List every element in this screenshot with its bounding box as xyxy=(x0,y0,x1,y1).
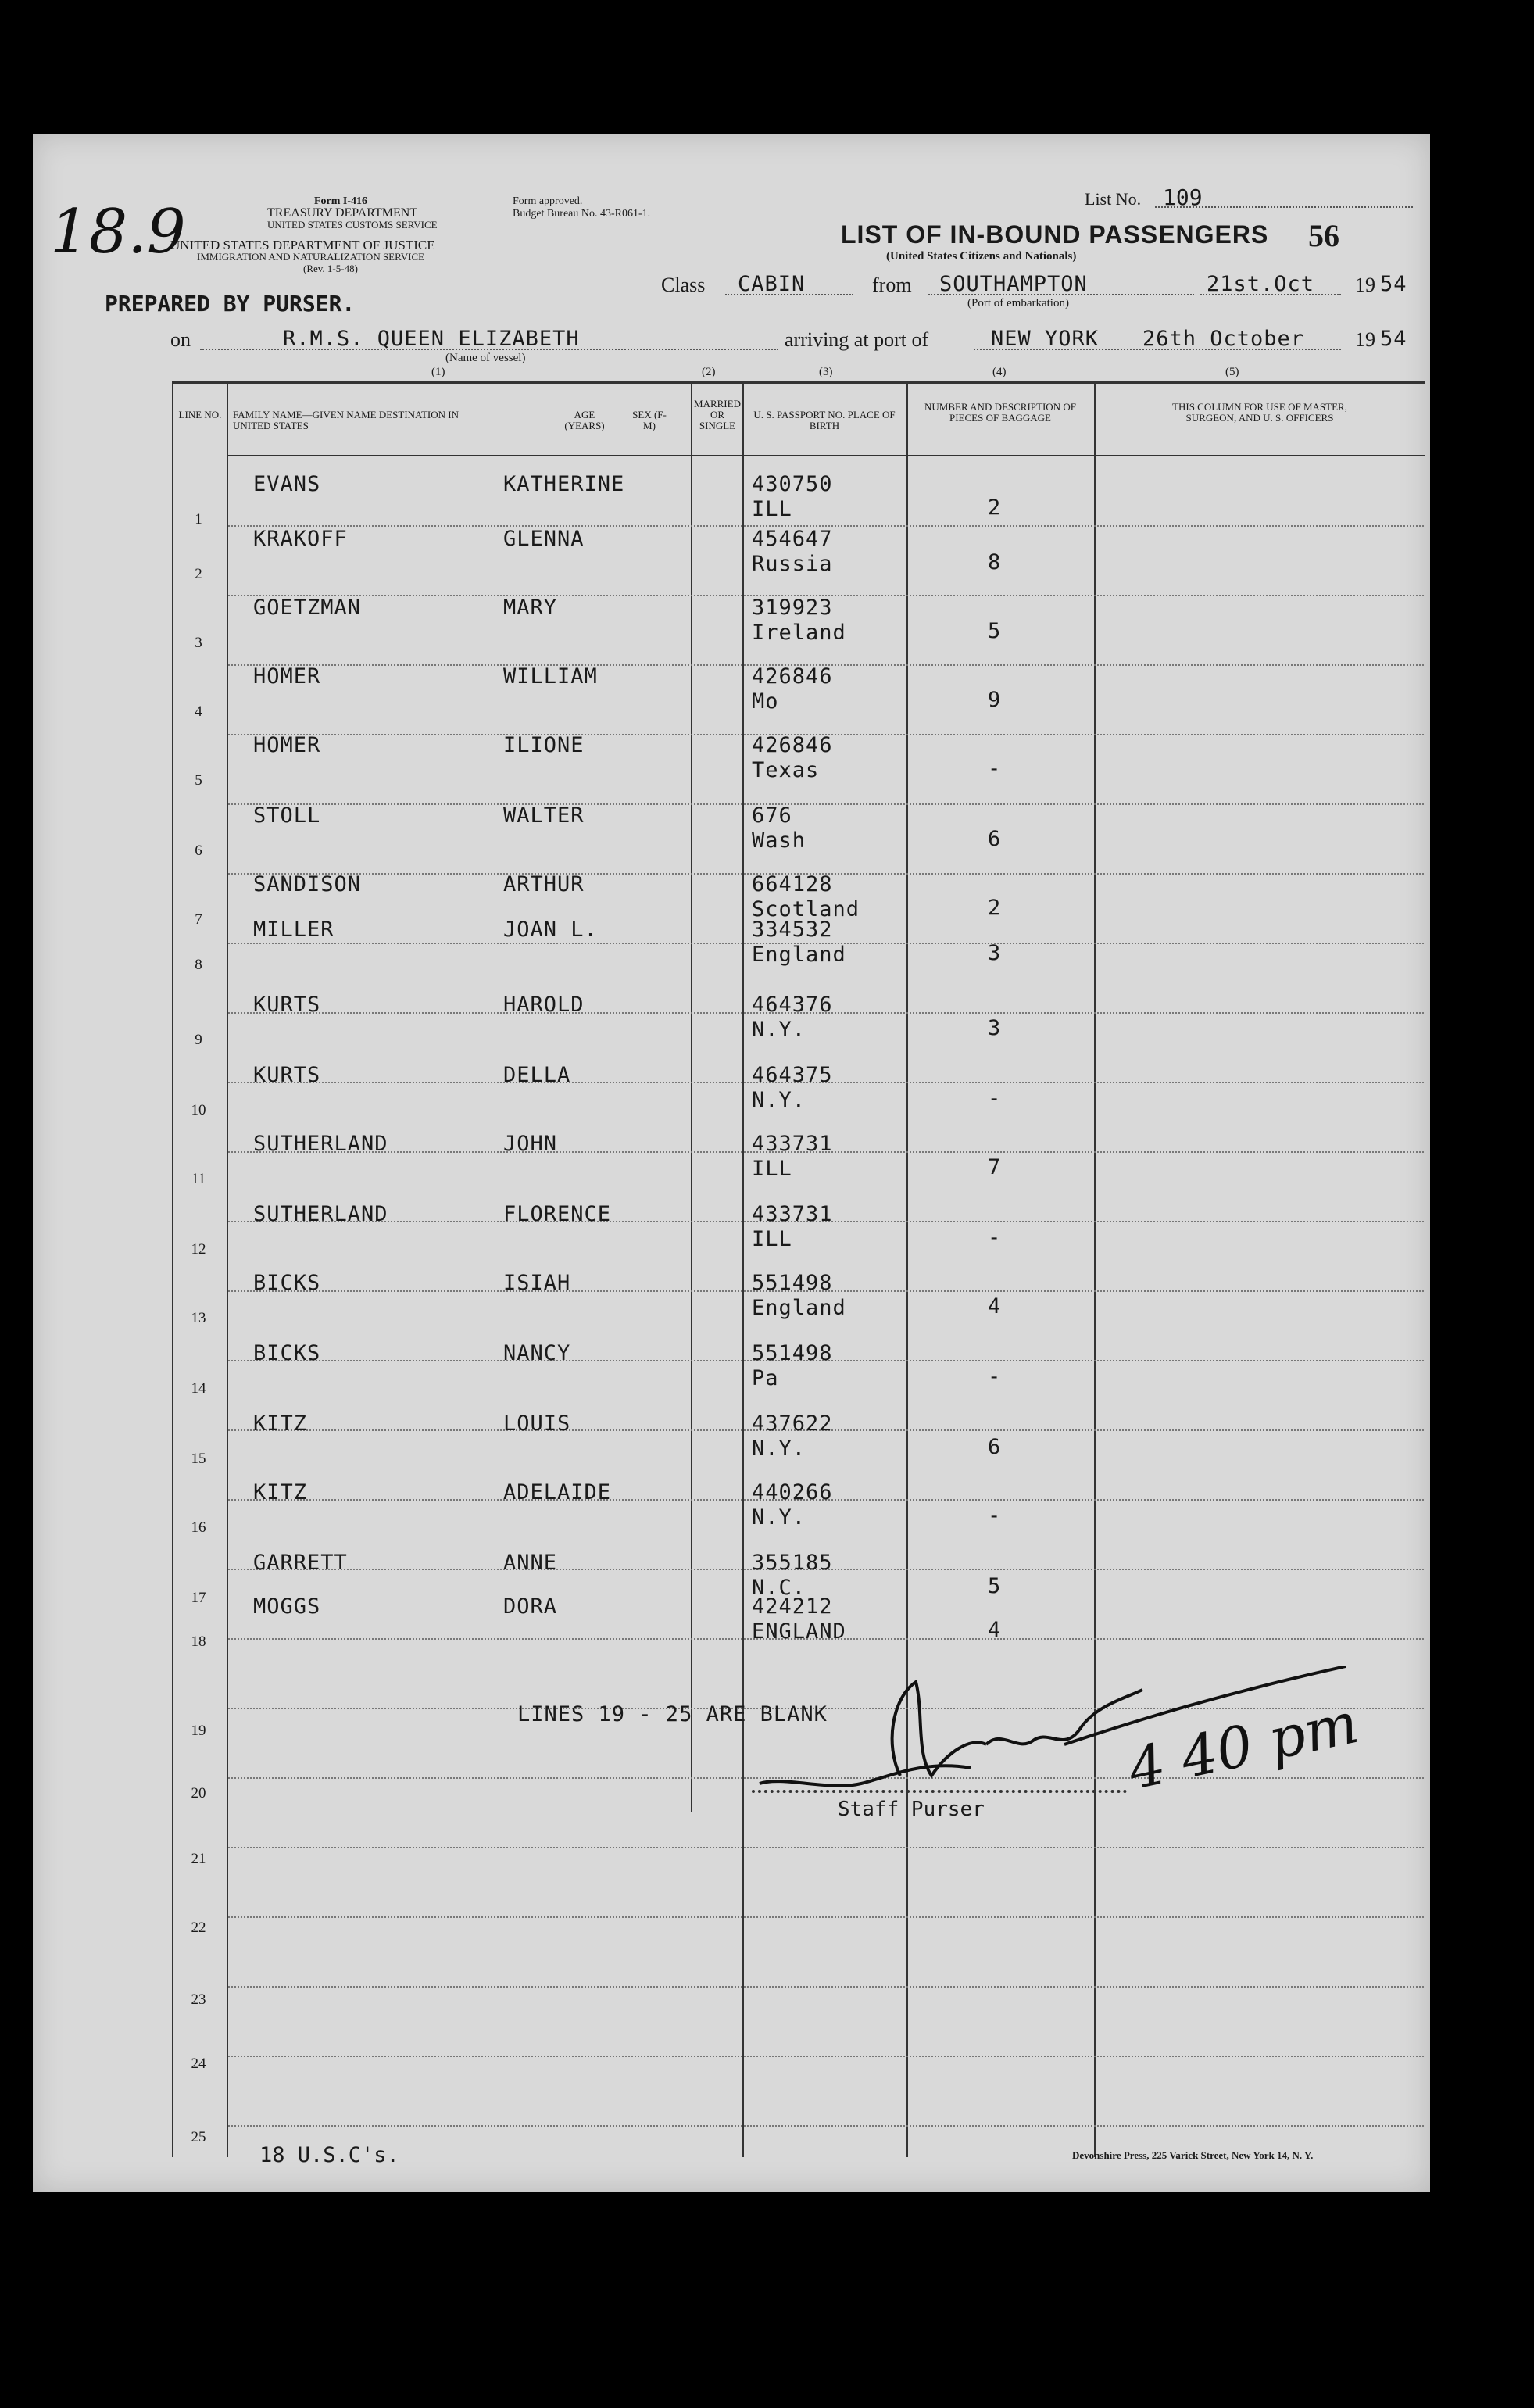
line-number: 14 xyxy=(191,1380,206,1397)
given-name: KATHERINE xyxy=(503,472,625,496)
arrival-date: 26th October xyxy=(1142,327,1305,351)
place-of-birth: ENGLAND xyxy=(752,1619,846,1644)
row-separator xyxy=(228,803,1424,805)
departure-date: 21st.Oct xyxy=(1207,272,1315,296)
family-name: SUTHERLAND xyxy=(253,1132,388,1156)
given-name: MARY xyxy=(503,596,558,620)
footer-count: 18 U.S.C's. xyxy=(259,2143,399,2167)
place-of-birth: England xyxy=(752,1296,846,1320)
line-number: 10 xyxy=(191,1102,206,1118)
line-number: 13 xyxy=(191,1310,206,1326)
form-ins: IMMIGRATION AND NATURALIZATION SERVICE xyxy=(197,251,425,263)
given-name: DORA xyxy=(503,1594,558,1619)
place-of-birth: Mo xyxy=(752,689,779,714)
form-title: LIST OF IN-BOUND PASSENGERS xyxy=(841,220,1269,249)
given-name: JOHN xyxy=(503,1132,558,1156)
line-number: 18 xyxy=(191,1633,206,1650)
line-number: 8 xyxy=(195,957,202,973)
row-separator xyxy=(228,1986,1424,1988)
table-header-border xyxy=(227,455,1425,456)
passport-number: 433731 xyxy=(752,1132,833,1156)
form-subtitle: (United States Citizens and Nationals) xyxy=(886,250,1077,263)
family-name: SANDISON xyxy=(253,872,362,896)
form-dept-treasury: TREASURY DEPARTMENT xyxy=(267,206,418,220)
col-divider-baggage xyxy=(906,381,908,2157)
family-name: GOETZMAN xyxy=(253,596,362,620)
family-name: EVANS xyxy=(253,472,321,496)
col-num-5: (5) xyxy=(1225,366,1239,378)
family-name: STOLL xyxy=(253,803,321,828)
place-of-birth: N.Y. xyxy=(752,1505,806,1530)
arrival-year-prefix: 19 xyxy=(1355,328,1375,351)
passport-number: 551498 xyxy=(752,1271,833,1295)
line-number-20: 20 xyxy=(191,1785,206,1802)
given-name: WILLIAM xyxy=(503,664,598,689)
given-name: LOUIS xyxy=(503,1412,571,1436)
line-number: 7 xyxy=(195,911,202,928)
passport-number: 430750 xyxy=(752,472,833,496)
given-name: ADELAIDE xyxy=(503,1480,612,1505)
baggage-count: 6 xyxy=(988,1435,1002,1459)
place-of-birth: Pa xyxy=(752,1366,779,1390)
col-divider-line xyxy=(172,381,173,2157)
baggage-count: 6 xyxy=(988,827,1002,851)
line-number: 6 xyxy=(195,843,202,859)
from-caption: (Port of embarkation) xyxy=(967,297,1069,309)
place-of-birth: Ireland xyxy=(752,621,846,645)
col-num-4: (4) xyxy=(992,366,1007,378)
staff-purser-title: Staff Purser xyxy=(838,1798,985,1821)
table-top-border xyxy=(172,381,1425,384)
blank-lines-note: LINES 19 - 25 ARE BLANK xyxy=(517,1702,828,1726)
row-separator xyxy=(228,2056,1424,2057)
vessel-name: R.M.S. QUEEN ELIZABETH xyxy=(283,327,580,351)
baggage-count: 3 xyxy=(988,941,1002,965)
family-name: KITZ xyxy=(253,1412,308,1436)
given-name: GLENNA xyxy=(503,527,585,551)
class-label: Class xyxy=(661,274,706,296)
passport-number: 433731 xyxy=(752,1202,833,1226)
arrival-year-suffix: 54 xyxy=(1380,327,1407,351)
header-officers: THIS COLUMN FOR USE OF MASTER, SURGEON, AND U. S. OFFICERS xyxy=(1172,401,1347,424)
form-budget: Budget Bureau No. 43-R061-1. xyxy=(513,208,651,220)
family-name: KURTS xyxy=(253,993,321,1017)
family-name: MILLER xyxy=(253,918,334,942)
col-divider-passport xyxy=(742,381,744,2157)
baggage-count: 2 xyxy=(988,496,1002,520)
header-passport: U. S. PASSPORT NO. PLACE OF BIRTH xyxy=(753,409,896,431)
family-name: SUTHERLAND xyxy=(253,1202,388,1226)
family-name: GARRETT xyxy=(253,1551,348,1575)
baggage-count: 9 xyxy=(988,688,1002,712)
line-number: 2 xyxy=(195,566,202,582)
passport-number: 676 xyxy=(752,803,792,828)
form-dept-justice: UNITED STATES DEPARTMENT OF JUSTICE xyxy=(170,238,435,252)
line-number: 1 xyxy=(195,511,202,528)
row-separator xyxy=(228,1916,1424,1918)
baggage-count: - xyxy=(988,1225,1002,1250)
class-value: CABIN xyxy=(738,272,806,296)
row-separator xyxy=(228,1847,1424,1848)
departure-year-suffix: 54 xyxy=(1380,272,1407,296)
col-divider-officers xyxy=(1094,381,1096,2157)
family-name: HOMER xyxy=(253,733,321,757)
line-number-21: 21 xyxy=(191,1851,206,1867)
header-line-no: LINE NO. xyxy=(178,409,222,420)
passport-number: 464376 xyxy=(752,993,833,1017)
place-of-birth: N.Y. xyxy=(752,1437,806,1461)
place-of-birth: N.Y. xyxy=(752,1088,806,1112)
place-of-birth: England xyxy=(752,943,846,967)
place-of-birth: ILL xyxy=(752,1157,792,1181)
baggage-count: 7 xyxy=(988,1155,1002,1179)
given-name: ISIAH xyxy=(503,1271,571,1295)
arrival-port: NEW YORK xyxy=(991,327,1100,351)
passport-number: 437622 xyxy=(752,1412,833,1436)
family-name: KITZ xyxy=(253,1480,308,1505)
row-separator xyxy=(228,2125,1424,2127)
manifest-sheet xyxy=(33,134,1430,2192)
baggage-count: 5 xyxy=(988,1574,1002,1598)
family-name: BICKS xyxy=(253,1341,321,1365)
given-name: FLORENCE xyxy=(503,1202,612,1226)
family-name: HOMER xyxy=(253,664,321,689)
family-name: KURTS xyxy=(253,1063,321,1087)
header-name: FAMILY NAME—GIVEN NAME DESTINATION IN UNITED STATES xyxy=(233,409,459,431)
from-label: from xyxy=(872,274,912,296)
baggage-count: 4 xyxy=(988,1618,1002,1642)
baggage-count: 2 xyxy=(988,896,1002,920)
list-no-label: List No. xyxy=(1085,189,1142,209)
departure-year-prefix: 19 xyxy=(1355,274,1375,296)
page-number: 56 xyxy=(1308,218,1339,253)
line-number-23: 23 xyxy=(191,1991,206,2008)
line-number: 17 xyxy=(191,1590,206,1606)
given-name: ARTHUR xyxy=(503,872,585,896)
prepared-by: PREPARED BY PURSER. xyxy=(105,291,356,317)
form-rev: (Rev. 1-5-48) xyxy=(303,263,358,274)
col-num-3: (3) xyxy=(819,366,833,378)
passport-number: 440266 xyxy=(752,1480,833,1505)
line-number-19: 19 xyxy=(191,1723,206,1739)
line-number: 12 xyxy=(191,1241,206,1258)
passport-number: 334532 xyxy=(752,918,833,942)
passport-number: 426846 xyxy=(752,733,833,757)
passport-number: 355185 xyxy=(752,1551,833,1575)
line-number: 11 xyxy=(191,1171,206,1187)
passport-number: 424212 xyxy=(752,1594,833,1619)
line-number: 15 xyxy=(191,1451,206,1467)
given-name: NANCY xyxy=(503,1341,571,1365)
place-of-birth: Texas xyxy=(752,758,820,782)
header-baggage: NUMBER AND DESCRIPTION OF PIECES OF BAGGAGE xyxy=(924,401,1076,424)
place-of-birth: Wash xyxy=(752,828,806,853)
place-of-birth: N.Y. xyxy=(752,1018,806,1042)
line-number: 5 xyxy=(195,772,202,789)
baggage-count: - xyxy=(988,1365,1002,1389)
arriving-label: arriving at port of xyxy=(785,328,929,351)
line-number: 3 xyxy=(195,635,202,651)
passport-number: 664128 xyxy=(752,872,833,896)
line-number-25: 25 xyxy=(191,2129,206,2145)
given-name: WALTER xyxy=(503,803,585,828)
line-number: 9 xyxy=(195,1032,202,1048)
handwritten-time: 4 40 pm xyxy=(1122,1689,1364,1803)
passport-number: 426846 xyxy=(752,664,833,689)
col-num-1: (1) xyxy=(431,366,445,378)
given-name: ILIONE xyxy=(503,733,585,757)
baggage-count: 4 xyxy=(988,1294,1002,1318)
family-name: BICKS xyxy=(253,1271,321,1295)
baggage-count: - xyxy=(988,1086,1002,1111)
place-of-birth: Russia xyxy=(752,552,833,576)
passport-number: 319923 xyxy=(752,596,833,620)
line-number: 16 xyxy=(191,1519,206,1536)
line-number-24: 24 xyxy=(191,2056,206,2072)
place-of-birth: ILL xyxy=(752,497,792,521)
line-number-22: 22 xyxy=(191,1920,206,1936)
baggage-count: - xyxy=(988,1504,1002,1528)
given-name: JOAN L. xyxy=(503,918,598,942)
col-num-2: (2) xyxy=(702,366,716,378)
form-customs: UNITED STATES CUSTOMS SERVICE xyxy=(267,219,438,231)
from-value: SOUTHAMPTON xyxy=(939,272,1088,296)
given-name: ANNE xyxy=(503,1551,558,1575)
given-name: HAROLD xyxy=(503,993,585,1017)
line-number: 4 xyxy=(195,703,202,720)
form-number: Form I-416 xyxy=(314,195,368,207)
col-divider-name xyxy=(227,381,228,2157)
passport-number: 464375 xyxy=(752,1063,833,1087)
baggage-count: 8 xyxy=(988,550,1002,574)
on-label: on xyxy=(170,328,191,351)
form-approved: Form approved. xyxy=(513,195,583,207)
vessel-caption: (Name of vessel) xyxy=(445,352,526,364)
header-age: AGE (YEARS) xyxy=(564,409,605,431)
family-name: KRAKOFF xyxy=(253,527,348,551)
place-of-birth: ILL xyxy=(752,1227,792,1251)
passport-number: 454647 xyxy=(752,527,833,551)
header-sex: SEX (F-M) xyxy=(632,409,667,431)
passport-number: 551498 xyxy=(752,1341,833,1365)
margin-note: 18.9 xyxy=(50,197,186,267)
place-of-birth: N.C. xyxy=(752,1576,806,1600)
footer-printer: Devonshire Press, 225 Varick Street, New York 14, N. Y. xyxy=(1072,2149,1314,2161)
baggage-count: 3 xyxy=(988,1016,1002,1040)
family-name: MOGGS xyxy=(253,1594,321,1619)
baggage-count: 5 xyxy=(988,619,1002,643)
baggage-count: - xyxy=(988,757,1002,781)
header-married: MARRIED OR SINGLE xyxy=(694,398,741,431)
place-of-birth: Scotland xyxy=(752,897,860,921)
list-no-value: 109 xyxy=(1163,184,1203,210)
given-name: DELLA xyxy=(503,1063,571,1087)
